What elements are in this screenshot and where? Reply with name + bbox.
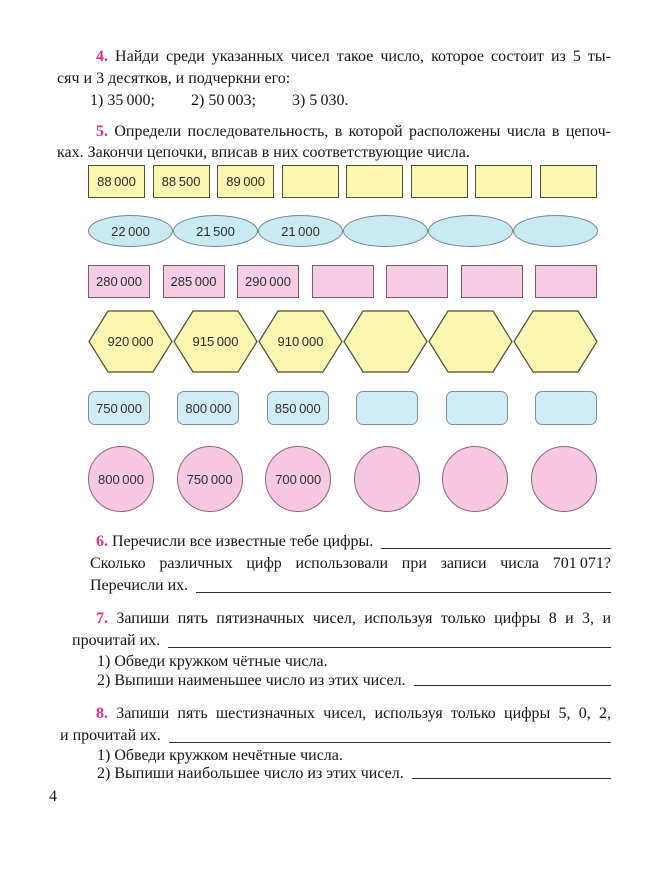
task-6 bbox=[57, 531, 611, 597]
task5-line1 bbox=[57, 121, 611, 142]
task-7 bbox=[57, 608, 611, 690]
task7-item2-text: 2) Выпиши наименьшее число из этих чисел. bbox=[97, 672, 406, 689]
chain-row-yellow-hexagons bbox=[88, 310, 597, 373]
task7-line2 bbox=[72, 630, 611, 652]
page-number: 4 bbox=[49, 788, 57, 805]
hexagon-shape bbox=[343, 310, 428, 373]
chain-row-pink-circles bbox=[88, 446, 597, 512]
chain-cell-filled: 750 000 bbox=[177, 446, 243, 512]
chain-cell-filled: 280 000 bbox=[88, 265, 150, 298]
chain-cell-empty bbox=[428, 310, 513, 373]
task6-line3-text: Перечисли их. bbox=[90, 577, 189, 594]
chain-cell-filled: 850 000 bbox=[267, 391, 329, 425]
task8-line1-text: Запиши пять шестизначных чисел, используя только цифры 5, 0, 2, bbox=[116, 705, 612, 722]
task4-line1-text: Найди среди указанных чисел такое число, которое состоит из 5 ты- bbox=[115, 48, 612, 65]
chain-cell-filled: 700 000 bbox=[265, 446, 331, 512]
chain-cell-empty bbox=[535, 265, 597, 298]
task4-number: 4. bbox=[96, 48, 108, 65]
task7-line1-text: Запиши пять пятизначных чисел, используя только цифры 8 и 3, и bbox=[116, 610, 612, 627]
task4-option-1: 1) 35 000; bbox=[90, 92, 155, 109]
chain-cell-filled: 22 000 bbox=[88, 215, 173, 247]
chain-cell-empty bbox=[535, 391, 597, 425]
task4-option-2: 2) 50 003; bbox=[190, 92, 256, 109]
answer-blank-line bbox=[196, 592, 611, 593]
task-4 bbox=[57, 46, 611, 112]
task-8 bbox=[57, 703, 611, 783]
task8-item1: 1) Обведи кружком нечётные числа. bbox=[97, 747, 343, 764]
task5-number: 5. bbox=[96, 123, 108, 140]
chain-cell-empty bbox=[513, 310, 598, 373]
task7-line1 bbox=[57, 608, 611, 630]
task4-option-3: 3) 5 030. bbox=[291, 92, 349, 109]
chain-cell-filled: 915 000 bbox=[173, 310, 258, 373]
task7-number: 7. bbox=[96, 610, 108, 627]
chain-cell-filled: 920 000 bbox=[88, 310, 173, 373]
task6-line2: Сколько различных цифр использовали при записи числа 701 071? bbox=[90, 555, 611, 572]
chain-cell-empty bbox=[461, 265, 523, 298]
chain-cell-filled: 21 500 bbox=[173, 215, 258, 247]
task7-line2-text: прочитай их. bbox=[72, 632, 161, 649]
chain-cell-empty bbox=[411, 165, 468, 198]
chain-cell-filled: 89 000 bbox=[217, 165, 274, 198]
task5-line2: ках. Закончи цепочки, вписав в них соответствующие числа. bbox=[57, 144, 470, 161]
task4-line2: сяч и 3 десятков, и подчеркни его: bbox=[57, 70, 291, 87]
chain-cell-filled: 285 000 bbox=[163, 265, 225, 298]
task8-line2 bbox=[60, 725, 611, 747]
answer-blank-line bbox=[381, 548, 611, 549]
task6-number: 6. bbox=[96, 533, 108, 550]
chain-row-blue-rounded-rectangles bbox=[88, 391, 597, 425]
answer-blank-line bbox=[412, 778, 611, 779]
chain-cell-filled: 800 000 bbox=[177, 391, 239, 425]
chain-cell-empty bbox=[446, 391, 508, 425]
chain-cell-empty bbox=[442, 446, 508, 512]
task6-line1 bbox=[90, 531, 611, 553]
answer-blank-line bbox=[169, 742, 611, 743]
chain-cell-empty bbox=[356, 391, 418, 425]
task7-item2 bbox=[97, 671, 611, 690]
chain-cell-empty bbox=[343, 310, 428, 373]
chain-cell-empty bbox=[513, 215, 598, 247]
chain-cell-filled: 910 000 bbox=[258, 310, 343, 373]
chain-cell-filled: 88 000 bbox=[88, 165, 145, 198]
chain-cell-empty bbox=[354, 446, 420, 512]
task8-line1 bbox=[57, 703, 611, 725]
task8-item2 bbox=[97, 765, 611, 783]
task-5 bbox=[57, 121, 611, 163]
task5-line1-text: Определи последовательность, в которой расположены числа в цепоч- bbox=[114, 123, 612, 140]
chain-row-blue-ellipses bbox=[88, 215, 597, 247]
task7-item1: 1) Обведи кружком чётные числа. bbox=[97, 653, 328, 670]
task8-item2-text: 2) Выпиши наибольшее число из этих чисел. bbox=[97, 765, 404, 782]
number-chains bbox=[88, 165, 597, 512]
chain-cell-empty bbox=[386, 265, 448, 298]
answer-blank-line bbox=[168, 647, 611, 648]
task8-number: 8. bbox=[96, 705, 108, 722]
chain-row-pink-rectangles bbox=[88, 265, 597, 298]
chain-cell-empty bbox=[540, 165, 597, 198]
chain-cell-filled: 800 000 bbox=[88, 446, 154, 512]
task8-line2-text: и прочитай их. bbox=[60, 727, 161, 744]
hexagon-shape bbox=[428, 310, 513, 373]
chain-cell-empty bbox=[282, 165, 339, 198]
task6-line1-text: 6. Перечисли все известные тебе цифры. bbox=[96, 533, 374, 550]
task4-line1 bbox=[57, 46, 611, 68]
chain-cell-empty bbox=[343, 215, 428, 247]
chain-cell-empty bbox=[428, 215, 513, 247]
chain-cell-filled: 290 000 bbox=[237, 265, 299, 298]
chain-cell-filled: 750 000 bbox=[88, 391, 150, 425]
answer-blank-line bbox=[414, 685, 611, 686]
chain-cell-filled: 88 500 bbox=[153, 165, 210, 198]
chain-row-yellow-rectangles bbox=[88, 165, 597, 198]
task6-line3 bbox=[90, 575, 611, 597]
hexagon-shape bbox=[513, 310, 598, 373]
chain-cell-empty bbox=[475, 165, 532, 198]
chain-cell-filled: 21 000 bbox=[258, 215, 343, 247]
chain-cell-empty bbox=[346, 165, 403, 198]
task4-options bbox=[90, 90, 611, 112]
chain-cell-empty bbox=[531, 446, 597, 512]
chain-cell-empty bbox=[312, 265, 374, 298]
